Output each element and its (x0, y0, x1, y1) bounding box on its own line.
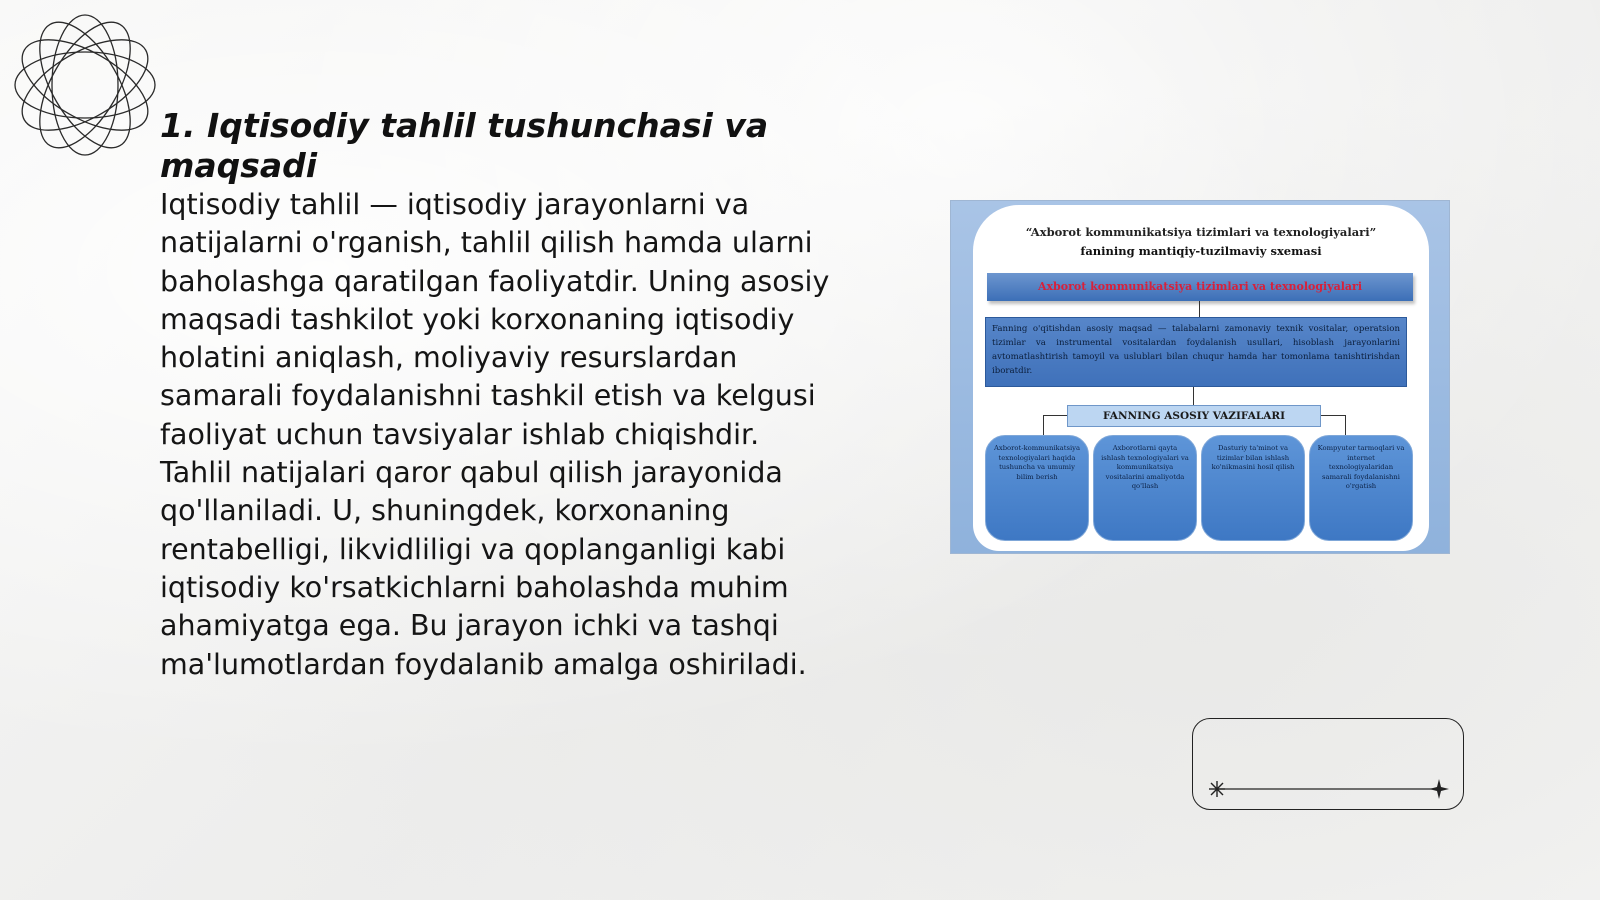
diagram-subject-band: Axborot kommunikatsiya tizimlari va texnologiyalari (987, 273, 1413, 301)
connector-line (1193, 387, 1194, 405)
connector-line (1043, 415, 1044, 435)
diagram-image (950, 200, 1450, 554)
connector-line (1043, 415, 1067, 416)
connector-line (1345, 415, 1346, 435)
slide-body-text: Iqtisodiy tahlil — iqtisodiy jarayonlarni va natijalarni o'rganish, tahlil qilish hamda ularni baholashga qaratilgan faoliyatdir. Uning asosiy maqsadi tashkilot yoki korxonaning iqtisodiy holatini aniqlash, moliyaviy resurslardan samarali foydalanishni tashkil etish va kelgusi faoliyat uchun tavsiyalar ishlab chiqishdir. Tahlil natijalari qaror qabul qilish jarayonida qo'llaniladi. U, shuningdek, korxonaning rentabelligi, likvidliligi va qoplanganligi kabi iqtisodiy ko'rsatkichlarni baholashda muhim ahamiyatga ega. Bu jarayon ichki va tashqi ma'lumotlardan foydalanib amalga oshiriladi. (160, 188, 830, 681)
diagram-title (973, 223, 1429, 261)
connector-line (1321, 415, 1345, 416)
diagram-title-line1: “Axborot kommunikatsiya tizimlari va texnologiyalari” (1025, 225, 1377, 239)
circular-ornament-icon (10, 10, 160, 160)
diagram-tasks-label: FANNING ASOSIY VAZIFALARI (1067, 405, 1321, 427)
diagram-card (973, 205, 1429, 551)
diagram-title-line2: fanining mantiqiy-tuzilmaviy sxemasi (1080, 244, 1322, 258)
decorative-outline-box (1192, 718, 1464, 810)
diagram-task-box: Axborotlarni qayta ishlash texnologiyalari va kommunikatsiya vositalarini amaliyotda qo'llash (1093, 435, 1197, 541)
connector-line (1199, 301, 1200, 317)
diagram-goal-box: Fanning o'qitishdan asosiy maqsad — talabalarni zamonaviy texnik vositalar, operatsion tizimlar va instrumental vositalardan foydalanish usullari, hisoblash jarayonlarini avtomatlashtirish tamoyil va uslublari bilan chuqur hamda har tomonlama tanishtirishdan iboratdir. (985, 317, 1407, 387)
diagram-task-box: Axborot-kommunikatsiya texnologiyalari haqida tushuncha va umumiy bilim berish (985, 435, 1089, 541)
diagram-task-box: Kompyuter tarmoqlari va internet texnologiyalaridan samarali foydalanishni o'rgatish (1309, 435, 1413, 541)
slide-title: 1. Iqtisodiy tahlil tushunchasi va maqsadi (160, 106, 769, 185)
star-line-icon (1193, 719, 1465, 811)
diagram-task-box: Dasturiy ta'minot va tizimlar bilan ishlash ko'nikmasini hosil qilish (1201, 435, 1305, 541)
